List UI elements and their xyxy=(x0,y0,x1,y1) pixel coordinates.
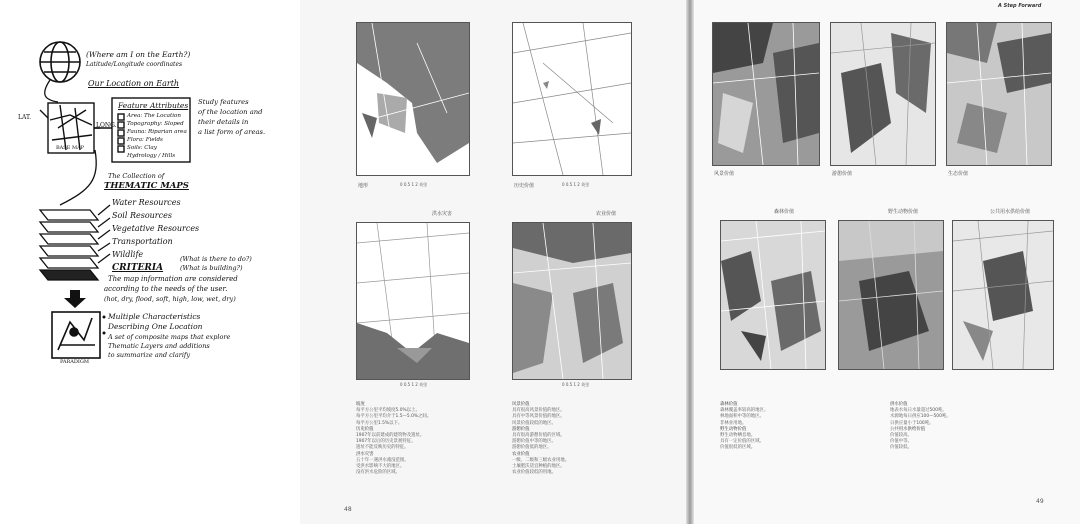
location-title: Our Location on Earth xyxy=(88,79,180,88)
criteria-note: (What is building?) xyxy=(180,264,243,272)
legend-line: 价值较低。 xyxy=(890,445,912,451)
text-column-left-2 xyxy=(512,402,569,476)
legend-line: 野生动物栖息地。 xyxy=(720,433,756,439)
legend-line: 每平方公里1.5%以下。 xyxy=(356,420,403,426)
map-recreation xyxy=(830,22,936,166)
legend-line: 遗址不能反映历史的特征。 xyxy=(356,445,409,451)
map-scale: 0 0.5 1 2 英里 xyxy=(400,382,428,387)
paradigm-label: PARADIGM xyxy=(60,359,89,365)
legend-line: 具有中等风景价值的地区。 xyxy=(512,414,565,420)
legend-heading: 洪水灾害 xyxy=(356,451,374,457)
legend-line: 游憩价值低的地区。 xyxy=(512,445,552,451)
thematic-title: THEMATIC MAPS xyxy=(104,181,189,191)
layer-label: Water Resources xyxy=(112,198,181,207)
map-ecology xyxy=(946,22,1052,166)
map-scale: 0 0.5 1 2 英里 xyxy=(562,382,590,387)
features-note-line: Study features xyxy=(198,98,249,106)
map-caption: 风景价值 xyxy=(714,171,735,177)
layer-label: Wildlife xyxy=(112,250,144,259)
layer-label-criteria: CRITERIA xyxy=(112,263,164,273)
map-layers-drawing xyxy=(40,205,110,280)
legend-line: 地表水每日水量超过500吨。 xyxy=(890,408,947,414)
feature-item: Flora: Fields xyxy=(127,137,163,143)
outcome-item: Thematic Layers and additions xyxy=(108,342,210,350)
map-caption: 地形 xyxy=(358,183,369,189)
lat-label: LAT. xyxy=(18,114,32,121)
mapping-note: according to the needs of the user. xyxy=(104,285,228,293)
legend-line: 没有洪水危险的区域。 xyxy=(356,470,400,476)
paradigm-drawing xyxy=(52,312,100,358)
long-label: LONG. xyxy=(96,122,117,129)
legend-line: 一级、二级和三级农业用地。 xyxy=(512,457,570,463)
legend-line: 五十年一遇洪水淹没范围。 xyxy=(356,457,409,463)
outcome-item: A set of composite maps that explore xyxy=(108,333,231,341)
map-caption: 历史价值 xyxy=(514,183,535,189)
concept-sketch xyxy=(0,0,300,524)
map-history xyxy=(512,22,632,176)
page-number-right: 49 xyxy=(1036,498,1044,505)
feature-item: Fauna: Riparian area xyxy=(127,129,187,135)
globe-note-2: Latitude/Longitude coordinates xyxy=(86,61,183,68)
features-title: Feature Attributes xyxy=(118,101,189,110)
left-page xyxy=(300,0,690,524)
legend-heading: 游憩价值 xyxy=(512,426,530,432)
outcome-item: to summarize and clarify xyxy=(108,351,190,359)
mapping-note: The map information are considered xyxy=(108,275,238,283)
base-map-label: BASE MAP xyxy=(56,145,85,151)
criteria-note: (What is there to do?) xyxy=(180,255,252,263)
legend-heading: 森林价值 xyxy=(720,402,738,407)
map-caption: 公共用水供给价值 xyxy=(990,209,1031,215)
legend-line: 受洪水影响不大的地区。 xyxy=(356,464,405,470)
feature-item: Area: The Location xyxy=(127,113,182,119)
legend-line: 森林覆盖率较高的地区。 xyxy=(720,408,769,414)
legend-line: 价值很低的区域。 xyxy=(720,445,756,451)
page-number-left: 48 xyxy=(344,506,352,513)
legend-line: 非林业用地。 xyxy=(720,420,747,426)
legend-line: 日供应量小于100吨。 xyxy=(890,420,934,426)
globe-note: (Where am I on the Earth?) xyxy=(86,50,191,59)
map-flood xyxy=(356,222,470,380)
legend-heading: 历史价值 xyxy=(356,426,374,432)
legend-line: 1907年以后的历史景观特征。 xyxy=(356,439,416,445)
features-note-line: of the location and xyxy=(198,108,263,116)
legend-line: 风景价值较低的地区。 xyxy=(512,420,556,426)
map-wildlife xyxy=(838,220,944,370)
text-column-left-1 xyxy=(356,402,431,476)
outcome-item: Describing One Location xyxy=(108,322,203,331)
right-page xyxy=(690,0,1080,524)
legend-line: 农业价值较低的用地。 xyxy=(512,470,556,476)
legend-heading: 农业价值 xyxy=(512,451,530,457)
legend-line: 每平方公里平均介于1.5—5.0%之间。 xyxy=(356,414,432,420)
layer-label: Vegetative Resources xyxy=(112,224,200,233)
book-gutter xyxy=(686,0,694,524)
map-caption: 农业价值 xyxy=(596,211,617,217)
legend-line: 具有很高游憩价值的区域。 xyxy=(512,433,565,439)
legend-line: 价值较高。 xyxy=(890,433,912,439)
legend-heading: 野生动物价值 xyxy=(720,426,747,432)
legend-heading: 坡度 xyxy=(356,402,365,407)
feature-item: Hydrology / Hills xyxy=(127,153,176,159)
globe-icon xyxy=(40,42,80,82)
map-caption: 游憩价值 xyxy=(832,171,853,177)
features-note-line: their details in xyxy=(198,118,249,126)
feature-item: Soils: Clay xyxy=(127,145,157,151)
book-spread xyxy=(300,0,1080,524)
map-agriculture xyxy=(512,222,632,380)
outcome-item: Multiple Characteristics xyxy=(108,312,201,321)
mapping-note: (hot, dry, flood, soft, high, low, wet, dry) xyxy=(104,295,236,303)
map-forest xyxy=(720,220,826,370)
legend-heading: 供水价值 xyxy=(890,402,908,407)
text-column-right-1 xyxy=(720,402,768,452)
arrow-down-icon xyxy=(64,290,86,308)
map-terrain xyxy=(356,22,470,176)
legend-line: 具有一定价值的区域。 xyxy=(720,439,764,445)
running-header: A Step Forward xyxy=(998,3,1042,9)
map-caption: 生态价值 xyxy=(948,171,969,177)
legend-line: 具有很高风景价值的地区。 xyxy=(512,408,565,414)
legend-line: 游憩价值中等的地区。 xyxy=(512,439,556,445)
legend-heading: 风景价值 xyxy=(512,402,530,407)
features-note-line: a list form of areas. xyxy=(198,128,266,136)
map-caption: 洪水灾害 xyxy=(432,211,453,217)
legend-line: 价值中等。 xyxy=(890,439,912,445)
layer-label: Soil Resources xyxy=(112,211,172,220)
legend-line: 林地面积中等的地区。 xyxy=(720,414,764,420)
layer-label: Transportation xyxy=(112,237,173,246)
legend-heading: 公共用水供给价值 xyxy=(890,426,926,432)
map-caption: 森林价值 xyxy=(774,209,795,215)
map-caption: 野生动物价值 xyxy=(888,209,919,215)
map-scale: 0 0.5 1 2 英里 xyxy=(562,182,590,187)
collection-title: The Collection of xyxy=(108,172,165,180)
map-scale: 0 0.5 1 2 英里 xyxy=(400,182,428,187)
legend-line: 每平方公里平均坡度5.0%以上。 xyxy=(356,408,420,414)
legend-line: 土壤肥沃适宜种植的地区。 xyxy=(512,464,565,470)
feature-item: Topography: Sloped xyxy=(127,121,184,127)
legend-line: 1907年以前建成的建筑物及遗址。 xyxy=(356,433,425,439)
map-scenic xyxy=(712,22,820,166)
map-water-supply xyxy=(952,220,1054,370)
text-column-right-2 xyxy=(890,402,951,452)
legend-line: 水源地每日供应100—500吨。 xyxy=(890,414,951,420)
